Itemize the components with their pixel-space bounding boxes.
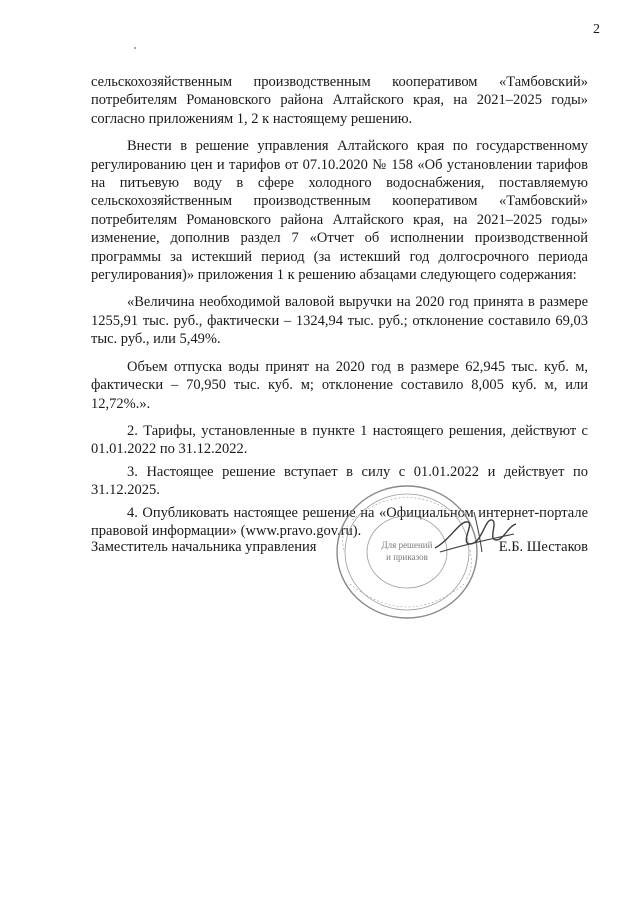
paragraph-revenue: «Величина необходимой валовой выручки на 2020 год принята в размере 1255,91 тыс. руб., фактически – 1324,94 тыс. руб.; отклонение составило 69,03 тыс. руб., или 5,49%. [91, 294, 588, 348]
stamp-inner-text: Для решений [381, 540, 433, 550]
signatory-title: Заместитель начальника управления [91, 539, 317, 555]
paragraph-publication: 4. Опубликовать настоящее решение на «Официальном интернет-портале правовой информации» (www.pravo.gov.ru). [91, 504, 588, 539]
paragraph-amendment: Внести в решение управления Алтайского края по государственному регулированию цен и тарифов от 07.10.2020 № 158 «Об установлении тарифов на питьевую воду в сфере холодного водоснабжения, поставляемую сельскохозяйственным производственным кооперативом «Тамбовский» потребителям Романовского района Алтайского края, на 2021–2025 годы» изменение, дополнив раздел 7 «Отчет об исполнении производственной программы за истекший период (за истекший год долгосрочного периода регулирования)» приложения 1 к решению абзацами следующего содержания: [91, 138, 588, 284]
paragraph-tariffs-period: 2. Тарифы, установленные в пункте 1 настоящего решения, действуют с 01.01.2022 по 31.12.2022. [91, 422, 588, 458]
svg-text:и приказов: и приказов [386, 552, 428, 562]
paragraph-continuation: сельскохозяйственным производственным кооперативом «Тамбовский» потребителям Романовского района Алтайского края, на 2021–2025 годы» согласно приложениям 1, 2 к настоящему решению. [91, 74, 588, 127]
signatory-name: Е.Б. Шестаков [498, 539, 588, 555]
paragraph-water-volume: Объем отпуска воды принят на 2020 год в размере 62,945 тыс. куб. м, фактически – 70,950 тыс. куб. м; отклонение составило 8,005 куб. м, или 12,72%.». [91, 358, 588, 412]
document-body [91, 73, 588, 549]
page-number: 2 [593, 22, 600, 37]
scan-speck [134, 47, 136, 49]
paragraph-effective-date: 3. Настоящее решение вступает в силу с 01.01.2022 и действует по 31.12.2025. [91, 463, 588, 499]
signature-block [91, 539, 588, 561]
